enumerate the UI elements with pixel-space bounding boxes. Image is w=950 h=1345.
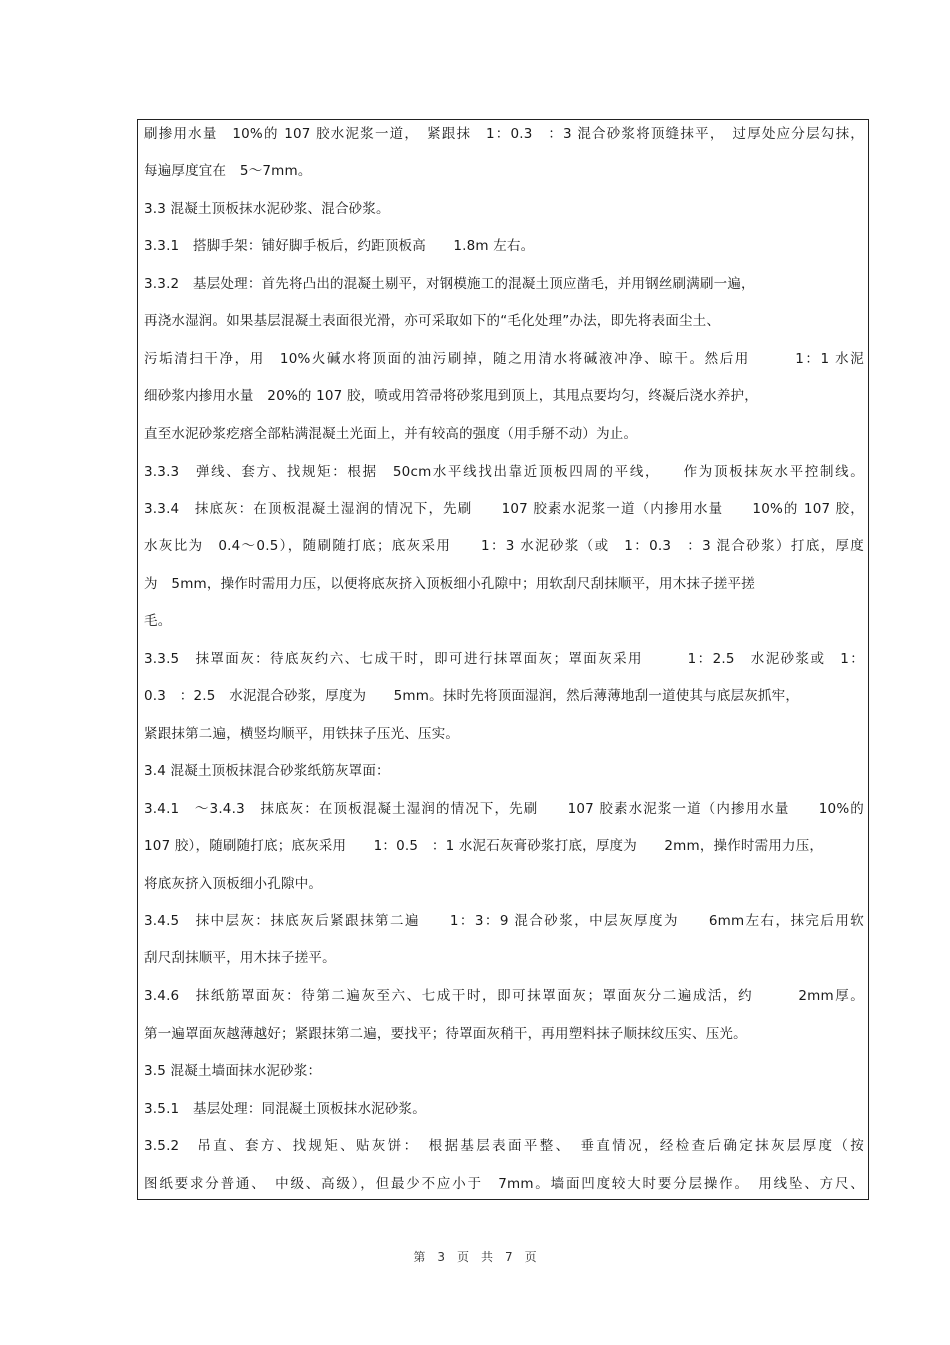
text-line: 3.3 混凝土顶板抹水泥砂浆、混合砂浆。 — [144, 201, 390, 217]
text-line: 水灰比为 0.4～0.5），随刷随打底；底灰采用 1：3 水泥砂浆（或 1：0.3 ：3 混合砂浆）打底，厚度 — [144, 538, 864, 554]
text-line: 3.3.3 弹线、套方、找规矩：根据 50cm水平线找出靠近顶板四周的平线， 作为顶板抹灰水平控制线。 — [144, 464, 864, 480]
text-line: 3.4.1 ～3.4.3 抹底灰：在顶板混凝土湿润的情况下，先刷 107 胶素水泥浆一道（内掺用水量 10%的 — [144, 801, 864, 817]
text-line: 3.5.1 基层处理：同混凝土顶板抹水泥砂浆。 — [144, 1101, 426, 1117]
text-line: 107 胶），随刷随打底；底灰采用 1：0.5 ：1 水泥石灰膏砂浆打底，厚度为 2mm，操作时需用力压， — [144, 838, 824, 854]
text-line: 3.3.2 基层处理：首先将凸出的混凝土剔平，对钢模施工的混凝土顶应凿毛，并用钢丝刷满刷一遍， — [144, 276, 755, 292]
text-line: 污垢清扫干净，用 10%火碱水将顶面的油污刷掉，随之用清水将碱液冲净、晾干。然后用 1：1 水泥 — [144, 351, 864, 367]
text-line: 直至水泥砂浆疙瘩全部粘满混凝土光面上，并有较高的强度（用手掰不动）为止。 — [144, 426, 638, 442]
page-footer: 第 3 页 共 7 页 — [413, 1250, 537, 1264]
text-line: 再浇水湿润。如果基层混凝土表面很光滑，亦可采取如下的“毛化处理”办法，即先将表面尘土、 — [144, 313, 721, 329]
text-line: 3.3.4 抹底灰：在顶板混凝土湿润的情况下，先刷 107 胶素水泥浆一道（内掺用水量 10%的 107 胶， — [144, 501, 864, 517]
text-line: 图纸要求分普通、 中级、高级），但最少不应小于 7mm。墙面凹度较大时要分层操作。 用线坠、方尺、 — [144, 1176, 864, 1192]
text-line: 3.3.1 搭脚手架：铺好脚手板后，约距顶板高 1.8m 左右。 — [144, 238, 535, 254]
text-line: 刷掺用水量 10%的 107 胶水泥浆一道， 紧跟抹 1：0.3 ：3 混合砂浆将顶缝抹平， 过厚处应分层勾抹， — [144, 126, 864, 142]
text-line: 每遍厚度宜在 5～7mm。 — [144, 163, 312, 179]
text-line: 刮尺刮抹顺平，用木抹子搓平。 — [144, 950, 336, 966]
text-line: 将底灰挤入顶板细小孔隙中。 — [144, 876, 323, 892]
text-line: 紧跟抹第二遍，横竖均顺平，用铁抹子压光、压实。 — [144, 726, 460, 742]
text-line: 细砂浆内掺用水量 20%的 107 胶，喷或用笤帚将砂浆甩到顶上，其甩点要均匀，终凝后浇水养护， — [144, 388, 758, 404]
text-line: 第一遍罩面灰越薄越好；紧跟抹第二遍，要找平；待罩面灰稍干，再用塑料抹子顺抹纹压实、压光。 — [144, 1026, 747, 1042]
content-frame — [137, 119, 869, 1200]
text-line: 3.4 混凝土顶板抹混合砂浆纸筋灰罩面： — [144, 763, 390, 779]
text-line: 3.5 混凝土墙面抹水泥砂浆： — [144, 1063, 322, 1079]
text-body — [138, 120, 868, 1199]
text-line: 毛。 — [144, 613, 172, 629]
text-line: 为 5mm，操作时需用力压，以便将底灰挤入顶板细小孔隙中；用软刮尺刮抹顺平，用木抹子搓平搓 — [144, 576, 755, 592]
text-line: 0.3 ：2.5 水泥混合砂浆，厚度为 5mm。抹时先将顶面湿润，然后薄薄地刮一道使其与底层灰抓牢， — [144, 688, 800, 704]
text-line: 3.4.6 抹纸筋罩面灰：待第二遍灰至六、七成干时，即可抹罩面灰；罩面灰分二遍成活，约 2mm厚。 — [144, 988, 864, 1004]
text-line: 3.4.5 抹中层灰：抹底灰后紧跟抹第二遍 1：3：9 混合砂浆，中层灰厚度为 6mm左右，抹完后用软 — [144, 913, 864, 929]
text-line: 3.5.2 吊直、套方、找规矩、贴灰饼： 根据基层表面平整、 垂直情况，经检查后确定抹灰层厚度（按 — [144, 1138, 864, 1154]
text-line: 3.3.5 抹罩面灰：待底灰约六、七成干时，即可进行抹罩面灰；罩面灰采用 1：2.5 水泥砂浆或 1： — [144, 651, 864, 667]
